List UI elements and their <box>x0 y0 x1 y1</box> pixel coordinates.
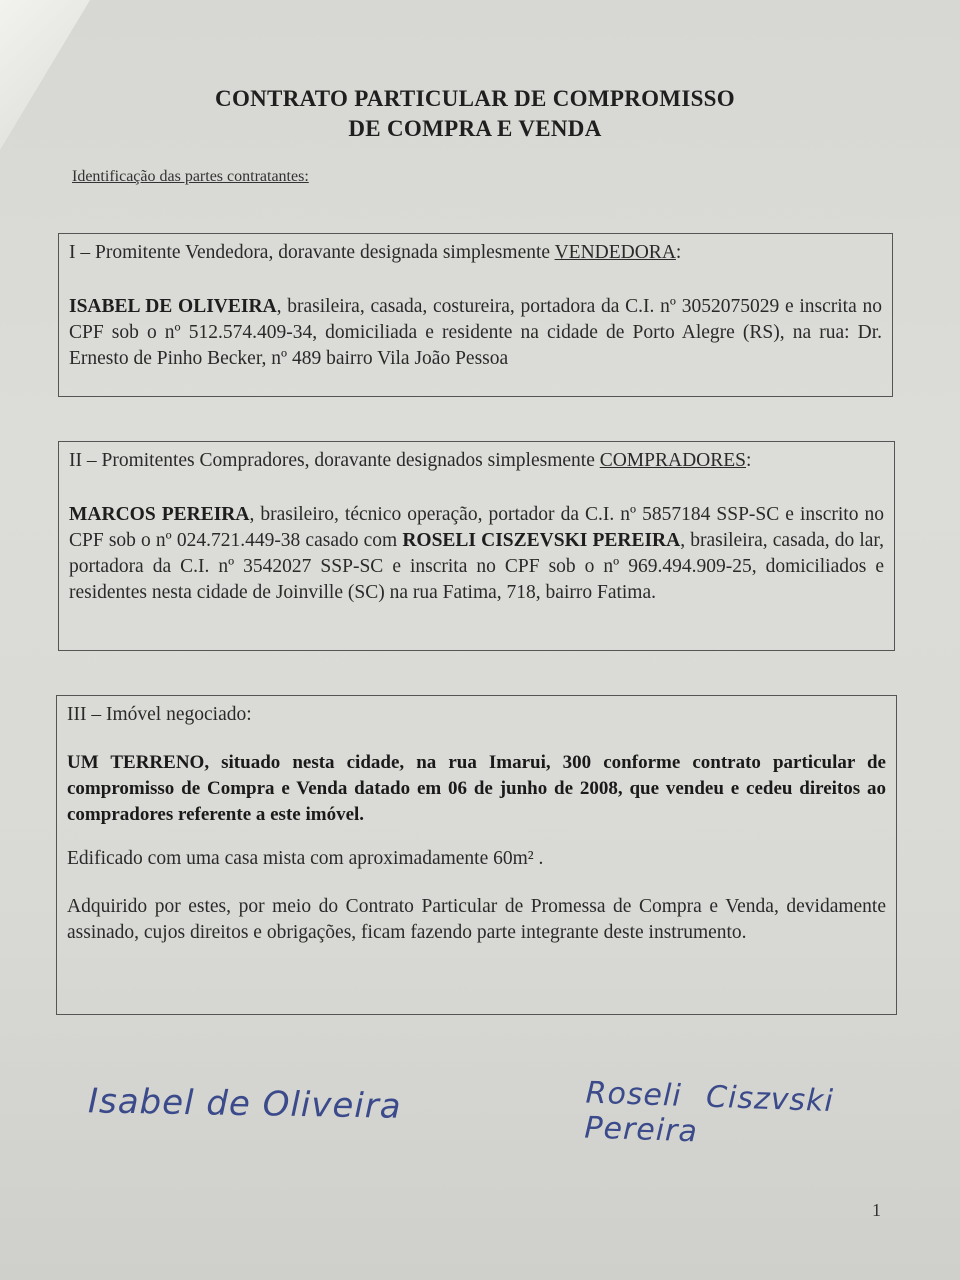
property-section <box>56 695 897 1015</box>
seller-details: ISABEL DE OLIVEIRA, brasileira, casada, costureira, portadora da C.I. nº 3052075029 e inscrita no CPF sob o nº 512.574.409-34, domiciliada e residente na cidade de Porto Alegre (RS), na rua: Dr. Ernesto de Pinho Becker, nº 489 bairro Vila João Pessoa <box>69 296 882 369</box>
buyer-signature: Roseli Ciszvski Pereira <box>583 1075 835 1150</box>
property-edified: Edificado com uma casa mista com aproximadamente 60m² . <box>67 848 544 869</box>
document-title-line2: DE COMPRA E VENDA <box>348 116 602 141</box>
seller-heading: I – Promitente Vendedora, doravante designada simplesmente VENDEDORA: <box>69 242 682 263</box>
page-number: 1 <box>872 1200 881 1220</box>
seller-signature: Isabel de Oliveira <box>87 1081 402 1127</box>
seller-term: VENDEDORA <box>554 242 676 263</box>
buyers-heading: II – Promitentes Compradores, doravante designados simplesmente COMPRADORES: <box>69 450 752 471</box>
buyers-term: COMPRADORES <box>599 450 747 471</box>
buyer1-name: MARCOS PEREIRA <box>69 504 250 525</box>
seller-name: ISABEL DE OLIVEIRA <box>69 296 277 317</box>
seller-section <box>58 233 893 397</box>
buyer2-name: ROSELI CISZEVSKI PEREIRA <box>402 530 681 551</box>
buyers-section <box>58 441 895 651</box>
property-heading: III – Imóvel negociado: <box>67 704 252 725</box>
property-description: UM TERRENO, situado nesta cidade, na rua Imarui, 300 conforme contrato particular de compromisso de Compra e Venda datado em 06 de junho de 2008, que vendeu e cedeu direitos ao compradores referente a este imóvel. <box>67 752 886 825</box>
property-acquired: Adquirido por estes, por meio do Contrato Particular de Promessa de Compra e Venda, devidamente assinado, cujos direitos e obrigações, ficam fazendo parte integrante deste instrumento. <box>67 896 886 943</box>
document-title-line1: CONTRATO PARTICULAR DE COMPROMISSO <box>215 86 735 111</box>
parties-subtitle: Identificação das partes contratantes: <box>72 168 309 185</box>
buyers-details: MARCOS PEREIRA, brasileiro, técnico operação, portador da C.I. nº 5857184 SSP-SC e inscrito no CPF sob o nº 024.721.449-38 casado com ROSELI CISZEVSKI PEREIRA, brasileira, casada, do lar, portadora da C.I. nº 3542027 SSP-SC e inscrita no CPF sob o nº 969.494.909-25, domiciliados e residentes nesta cidade de Joinville (SC) na rua Fatima, 718, bairro Fatima. <box>69 504 885 603</box>
